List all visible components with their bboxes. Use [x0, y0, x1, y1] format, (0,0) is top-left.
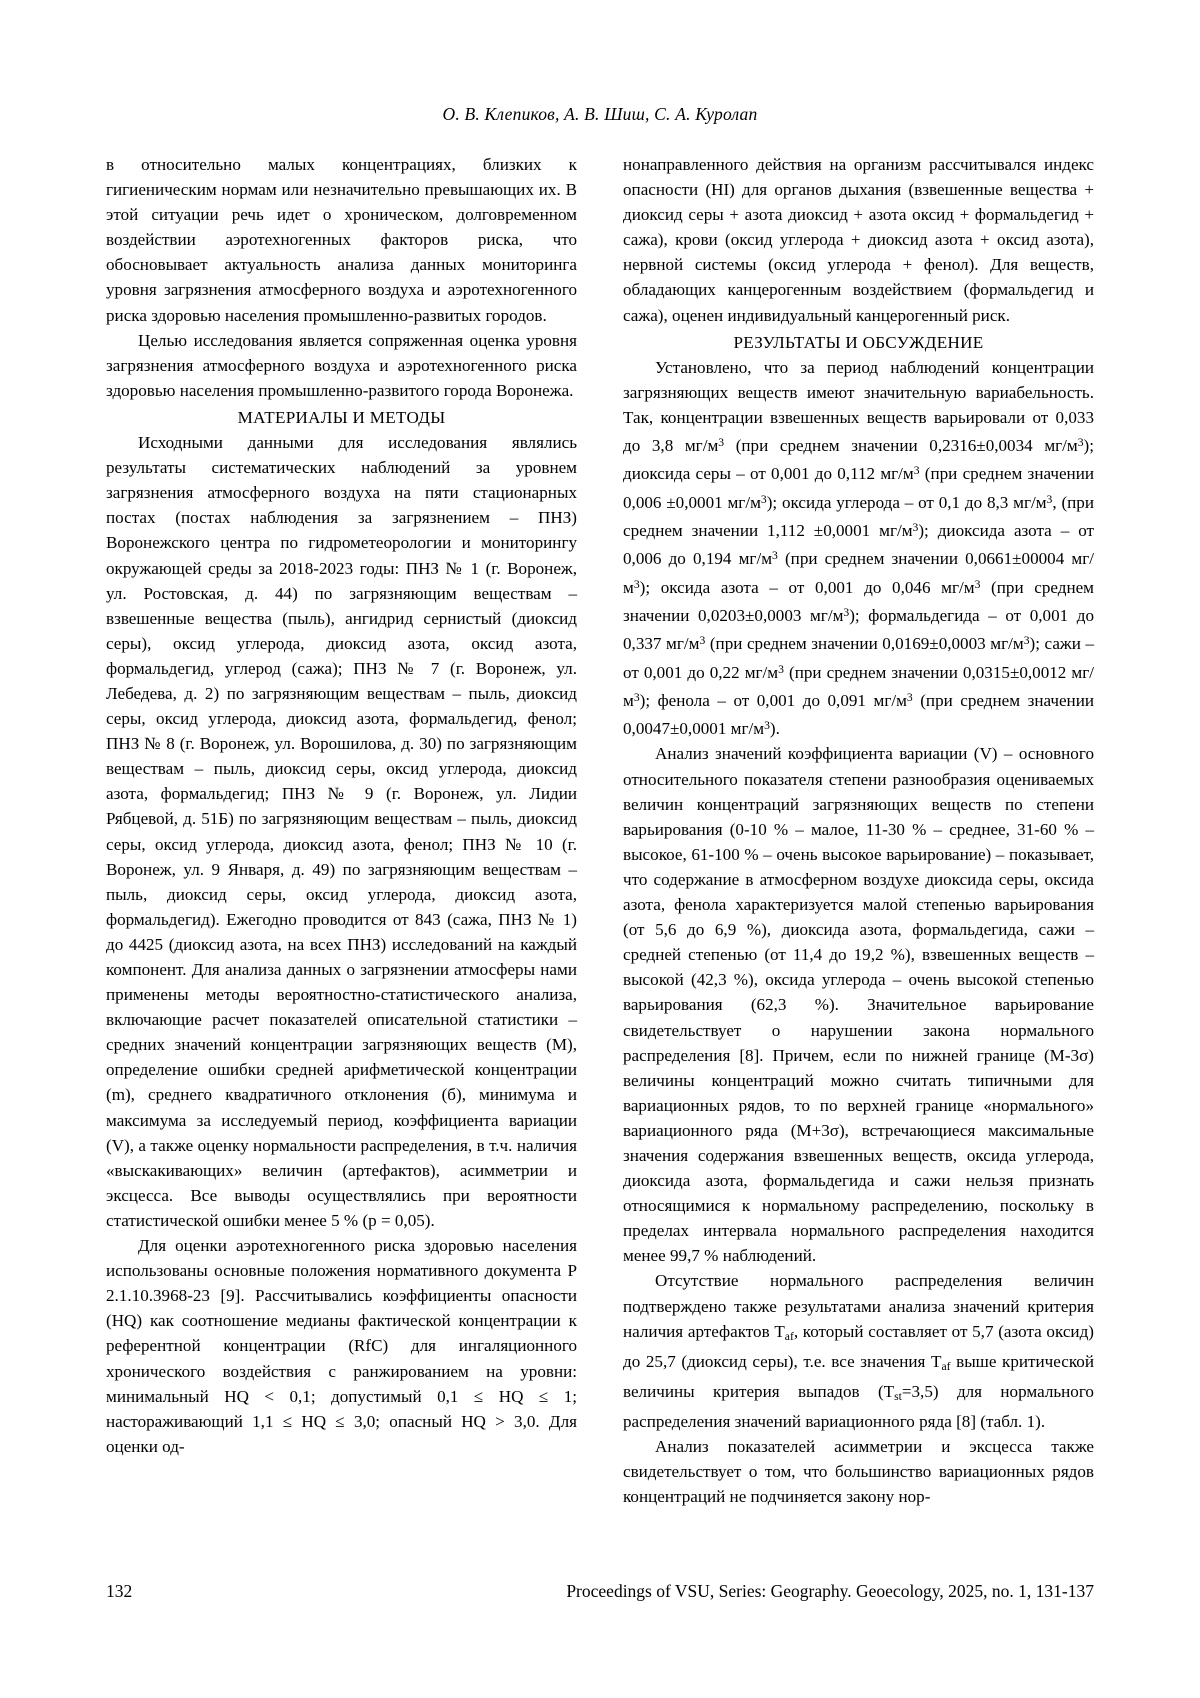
paragraph-results-variation: Анализ значений коэффициента вариации (V) – основного относительного показателя степени разнообразия оцениваемых величин концентраций загрязняющих веществ по степени варьирования (0-10 % – малое, 11-30 % – среднее, 31-60 % – высокое, 61-100 % – очень высокое варьирование) – показывает, что содержание в атмосферном воздухе диоксида серы, оксида азота, фенола характеризуется малой степенью варьирования (от 5,6 до 6,9 %), диоксида азота, формальдегида, сажи – средней степенью (от 11,4 до 19,2 %), взвешенных веществ – высокой (42,3 %), оксида углерода – очень высокой степенью варьирования (62,3 %). Значительное варьирование свидетельствует о нарушении закона нормального распределения [8]. Причем, если по нижней границе (М-3σ) величины концентраций можно считать типичными для вариационных рядов, то по верхней границе «нормального» вариационного ряда (М+3σ), встречающиеся максимальные значения содержания взвешенных веществ, оксида углерода, диоксида азота, формальдегида и сажи нельзя признать относящимися к нормальному распределению, поскольку в пределах интервала нормального распределения находится менее 99,7 % наблюдений.	[623, 744, 1094, 1266]
page-footer	[106, 1581, 1094, 1602]
paragraph-results-concentrations: Установлено, что за период наблюдений концентрации загрязняющих веществ имеют значительную вариабельность. Так, концентрации взвешенных веществ варьировали от 0,033 до 3,8 $мг/м^3$ (при среднем значении 0,2316±0,0034 $мг/м^3$); диоксида серы – от 0,001 до 0,112 $мг/м^3$ (при среднем значении 0,006 ±0,0001 $мг/м^3$); оксида углерода – от 0,1 до 8,3 $мг/м^3$, (при среднем значении 1,112 ±0,0001 $мг/м^3$); диоксида азота – от 0,006 до 0,194 $мг/м^3$ (при среднем значении 0,0661±00004 $мг/м^3$); оксида азота – от 0,001 до 0,046 $мг/м^3$ (при среднем значении 0,0203±0,0003 $мг/м^3$); формальдегида – от 0,001 до 0,337 $мг/м^3$ (при среднем значении 0,0169±0,0003 $мг/м^3$); сажи – от 0,001 до 0,22 $мг/м^3$ (при среднем значении 0,0315±0,0012 $мг/м^3$); фенола – от 0,001 до 0,091 $мг/м^3$ (при среднем значении 0,0047±0,0001 $мг/м^3$).	[623, 357, 1094, 739]
paragraph-results-skewness: Анализ показателей асимметрии и эксцесса также свидетельствует о том, что большинство вариационных рядов концентраций не подчиняется закону нор-	[623, 1436, 1094, 1506]
paragraph-results-artifacts: Отсутствие нормального распределения величин подтверждено также результатами анализа значений критерия наличия артефактов $Т_{af}$, который составляет от 5,7 (азота оксид) до 25,7 (диоксид серы), т.е. все значения $Т_{af}$ выше критической величины критерия выпадов $(Т_{st}=3,5)$ для нормального распределения значений вариационного ряда [8] (табл. 1).	[623, 1271, 1094, 1431]
journal-citation: Proceedings of VSU, Series: Geography. Geoecology, 2025, no. 1, 131-137	[566, 1581, 1094, 1601]
left-column	[106, 152, 577, 1509]
paragraph-aim: Целью исследования является сопряженная оценка уровня загрязнения атмосферного воздуха и аэротехногенного риска здоровью населения промышленно-развитого города Воронежа.	[106, 330, 577, 400]
two-column-body	[106, 152, 1094, 1509]
paragraph-methods-continued: нонаправленного действия на организм рассчитывался индекс опасности (HI) для органов дыхания (взвешенные вещества + диоксид серы + азота диоксид + азота оксид + формальдегид + сажа), крови (оксид углерода + диоксид азота + оксид азота), нервной системы (оксид углерода + фенол). Для веществ, обладающих канцерогенным воздействием (формальдегид и сажа), оценен индивидуальный канцерогенный риск.	[623, 155, 1094, 325]
section-heading-materials: МАТЕРИАЛЫ И МЕТОДЫ	[237, 407, 446, 427]
section-heading-results: РЕЗУЛЬТАТЫ И ОБСУЖДЕНИЕ	[733, 332, 984, 352]
paragraph-continued: в относительно малых концентрациях, близких к гигиеническим нормам или незначительно превышающих их. В этой ситуации речь идет о хроническом, долговременном воздействии аэротехногенных факторов риска, что обосновывает актуальность анализа данных мониторинга уровня загрязнения атмосферного воздуха и аэротехногенного риска здоровью населения промышленно-развитых городов.	[106, 155, 577, 325]
page-number: 132	[106, 1581, 133, 1601]
right-column	[623, 152, 1094, 1509]
paragraph-materials-2: Для оценки аэротехногенного риска здоровью населения использованы основные положения нормативного документа Р 2.1.10.3968-23 [9]. Рассчитывались коэффициенты опасности (HQ) как соотношение медианы фактической концентрации к референтной концентрации (RfC) для ингаляционного хронического воздействия с ранжированием на уровни: минимальный HQ < 0,1; допустимый 0,1 ≤ HQ ≤ 1; настораживающий 1,1 ≤ HQ ≤ 3,0; опасный HQ > 3,0. Для оценки од-	[106, 1236, 577, 1456]
running-head: О. В. Клепиков, А. В. Шиш, С. А. Куролап	[442, 104, 758, 124]
paragraph-materials-1: Исходными данными для исследования являлись результаты систематических наблюдений за уровнем загрязнения атмосферного воздуха на пяти стационарных постах (постах наблюдения за загрязнением – ПНЗ) Воронежского центра по гидрометеорологии и мониторингу окружающей среды за 2018-2023 годы: ПНЗ № 1 (г. Воронеж, ул. Ростовская, д. 44) по загрязняющим веществам – взвешенные вещества (пыль), ангидрид сернистый (диоксид серы), оксид углерода, диоксид азота, оксид азота, формальдегид, углерод (сажа); ПНЗ № 7 (г. Воронеж, ул. Лебедева, д. 2) по загрязняющим веществам – пыль, диоксид серы, оксид углерода, диоксид азота, формальдегид, фенол; ПНЗ № 8 (г. Воронеж, ул. Ворошилова, д. 30) по загрязняющим веществам – пыль, диоксид серы, оксид углерода, диоксид азота, формальдегид; ПНЗ № 9 (г. Воронеж, ул. Лидии Рябцевой, д. 51Б) по загрязняющим веществам – пыль, диоксид серы, оксид углерода, диоксид азота, фенол; ПНЗ № 10 (г. Воронеж, ул. 9 Января, д. 49) по загрязняющим веществам – пыль, диоксид серы, оксид углерода, диоксид азота, формальдегид). Ежегодно проводится от 843 (сажа, ПНЗ № 1) до 4425 (диоксид азота, на всех ПНЗ) исследований на каждый компонент. Для анализа данных о загрязнении атмосферы нами применены методы вероятностно-статистического анализа, включающие расчет показателей описательной статистики – средних значений концентрации загрязняющих веществ (М), определение ошибки средней арифметической концентрации (m), среднего квадратичного отклонения (б), минимума и максимума за исследуемый период, коэффициента вариации (V), а также оценку нормальности распределения, в т.ч. наличия «выскакивающих» величин (артефактов), асимметрии и эксцесса. Все выводы осуществлялись при вероятности статистической ошибки менее 5 % (р = 0,05).	[106, 433, 577, 1230]
